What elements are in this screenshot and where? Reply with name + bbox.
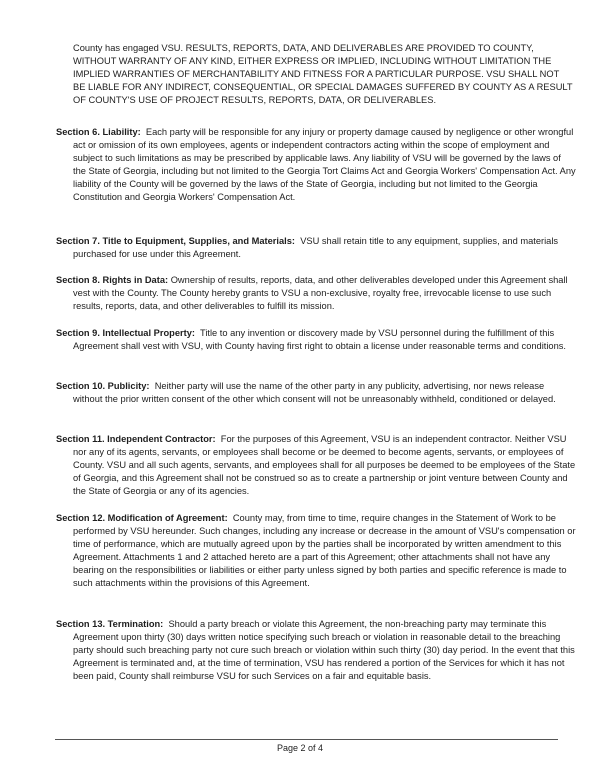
section-heading: Section 13. Termination: (56, 619, 164, 629)
section-10-publicity (56, 380, 576, 406)
section-7-title-to-equipment (56, 235, 576, 261)
section-8-rights-in-data (56, 274, 576, 313)
section-text: Each party will be responsible for any injury or property damage caused by negligence or other wrongful act or omission of its own employees, agents or independent contractors acting within the scope of employment and subject to such limitations as may be prescribed by applicable laws. Any liability of VSU will be governed by the laws of the State of Georgia, including but not limited to the Georgia Tort Claims Act and Georgia Workers' Compensation Act. Any liability of the County will be governed by the laws of the State of Georgia, including but not limited to the Georgia Constitution and Georgia Workers' Compensation Act. (73, 127, 576, 203)
section-text: County may, from time to time, require changes in the Statement of Work to be performed by VSU hereunder. Such changes, including any increase or decrease in the amount of VSU's compensation or time of performance, which are mutually agreed upon by the parties shall be incorporated by written amendment to this Agreement. Attachments 1 and 2 attached hereto are a part of this Agreement; other attachments shall not have any bearing on the responsibilities or liabilities or either party unless signed by both parties and specific reference is made to such attachments within the provisions of this Agreement. (73, 513, 576, 589)
section-text: VSU shall retain title to any equipment, supplies, and materials purchased for use under this Agreement. (73, 236, 559, 260)
section-heading: Section 7. Title to Equipment, Supplies, and Materials: (56, 236, 296, 246)
section-12-modification-of-agreement (56, 512, 576, 591)
section-13-termination (56, 618, 576, 683)
section-heading: Section 10. Publicity: (56, 381, 150, 391)
section-11-independent-contractor (56, 433, 576, 498)
section-9-intellectual-property (56, 327, 576, 353)
section-text: For the purposes of this Agreement, VSU is an independent contractor. Neither VSU nor any of its agents, servants, or employees shall become or be deemed to become agents, servants, or employees of County. VSU and all such agents, servants, and employees shall for all purposes be deemed to be employees of the State of Georgia, and this Agreement shall not be construed so as to create a partnership or joint venture between County and the State of Georgia or any of its agencies. (73, 434, 576, 497)
intro-paragraph: County has engaged VSU. RESULTS, REPORTS, DATA, AND DELIVERABLES ARE PROVIDED TO COUNTY, WITHOUT WARRANTY OF ANY KIND, EITHER EXPRESS OR IMPLIED, INCLUDING WITHOUT LIMITATION THE IMPLIED WARRANTIES OF MERCHANTABILITY AND FITNESS FOR A PARTICULAR PURPOSE. VSU SHALL NOT BE LIABLE FOR ANY INDIRECT, CONSEQUENTIAL, OR SPECIAL DAMAGES SUFFERED BY COUNTY AS A RESULT OF COUNTY'S USE OF PROJECT RESULTS, REPORTS, DATA, OR DELIVERABLES. (73, 43, 573, 106)
section-heading: Section 12. Modification of Agreement: (56, 513, 228, 523)
section-heading: Section 6. Liability: (56, 127, 141, 137)
section-text: Neither party will use the name of the other party in any publicity, advertising, nor news release without the prior written consent of the other which consent will not be unreasonably withheld, conditioned or delayed. (73, 381, 556, 405)
section-text: Ownership of results, reports, data, and other deliverables developed under this Agreement shall vest with the County. The County hereby grants to VSU a non-exclusive, royalty free, irrevocable license to use such results, reports, data, and other deliverables to fulfill its mission. (73, 275, 568, 312)
section-heading: Section 11. Independent Contractor: (56, 434, 216, 444)
section-text: Should a party breach or violate this Agreement, the non-breaching party may terminate this Agreement upon thirty (30) days written notice specifying such breach or violation in reasonable detail to the breaching party should such breaching party not cure such breach or violation within such thirty (30) day period. In the event that this Agreement is terminated and, at the time of termination, VSU has rendered a portion of the Services for which it has not been paid, County shall reimburse VSU for such Services on a fair and equitable basis. (73, 619, 575, 682)
footer-divider (55, 739, 558, 740)
section-heading: Section 9. Intellectual Property: (56, 328, 195, 338)
page-number: Page 2 of 4 (276, 743, 324, 753)
section-text: Title to any invention or discovery made by VSU personnel during the fulfillment of this Agreement shall vest with VSU, with County having first right to obtain a license under reasonable terms and conditions. (73, 328, 566, 352)
section-heading: Section 8. Rights in Data: (56, 275, 169, 285)
section-6-liability (56, 126, 576, 205)
